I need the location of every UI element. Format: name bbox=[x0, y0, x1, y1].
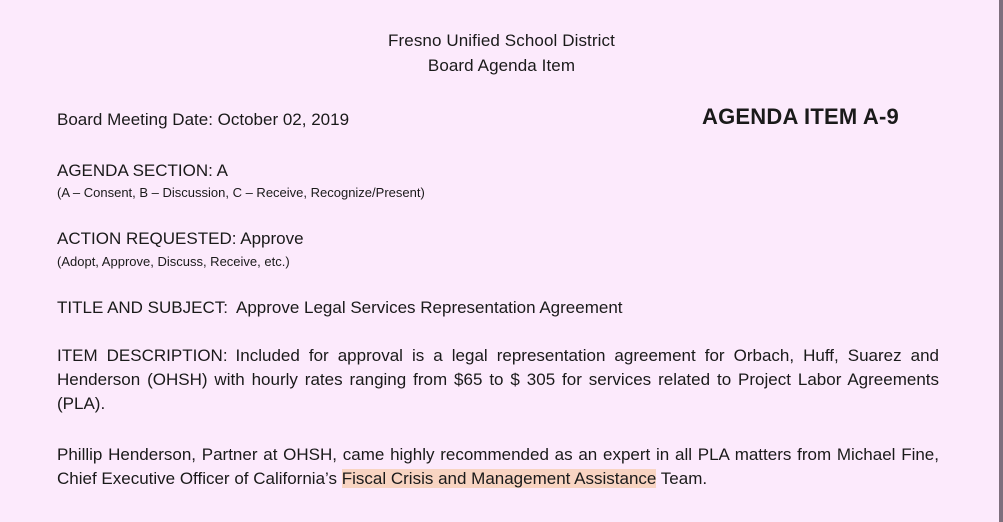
recommendation-text: Phillip Henderson, Partner at OHSH, came highly recommended as an expert in all PLA matters from Michael Fine, Chief Executive Officer of California’s bbox=[57, 445, 939, 488]
agenda-section-value: A bbox=[216, 161, 229, 180]
action-requested-label: ACTION REQUESTED: bbox=[57, 229, 237, 248]
title-subject-line bbox=[57, 298, 623, 318]
action-requested-options: (Adopt, Approve, Discuss, Receive, etc.) bbox=[57, 254, 290, 269]
item-description-label: ITEM DESCRIPTION: bbox=[57, 346, 228, 365]
recommendation-paragraph bbox=[57, 443, 939, 491]
district-name: Fresno Unified School District bbox=[388, 31, 615, 50]
title-subject-value: Approve Legal Services Representation Agreement bbox=[235, 298, 623, 317]
highlighted-phrase: Fiscal Crisis and Management Assistance bbox=[341, 469, 657, 488]
recommendation-text-end: Team. bbox=[660, 469, 708, 488]
meeting-date-label: Board Meeting Date: bbox=[57, 110, 213, 129]
item-description-paragraph bbox=[57, 344, 939, 416]
title-subject-label: TITLE AND SUBJECT: bbox=[57, 298, 228, 317]
meeting-date-value: October 02, 2019 bbox=[217, 110, 350, 129]
agenda-section-label: AGENDA SECTION: bbox=[57, 161, 213, 180]
agenda-item-number: AGENDA ITEM A-9 bbox=[702, 104, 899, 129]
page-edge bbox=[999, 0, 1003, 522]
agenda-section-options: (A – Consent, B – Discussion, C – Receive, Recognize/Present) bbox=[57, 185, 425, 200]
item-description-text: Included for approval is a legal representation agreement for Orbach, Huff, Suarez and Henderson (OHSH) with hourly rates ranging from $65 to $ 305 for services related to Project Labor Agreements (PLA). bbox=[57, 346, 939, 413]
action-requested-value: Approve bbox=[240, 229, 304, 248]
meeting-date-line bbox=[57, 110, 349, 130]
agenda-section-line bbox=[57, 161, 228, 181]
document-type: Board Agenda Item bbox=[427, 56, 576, 75]
action-requested-line bbox=[57, 229, 304, 249]
